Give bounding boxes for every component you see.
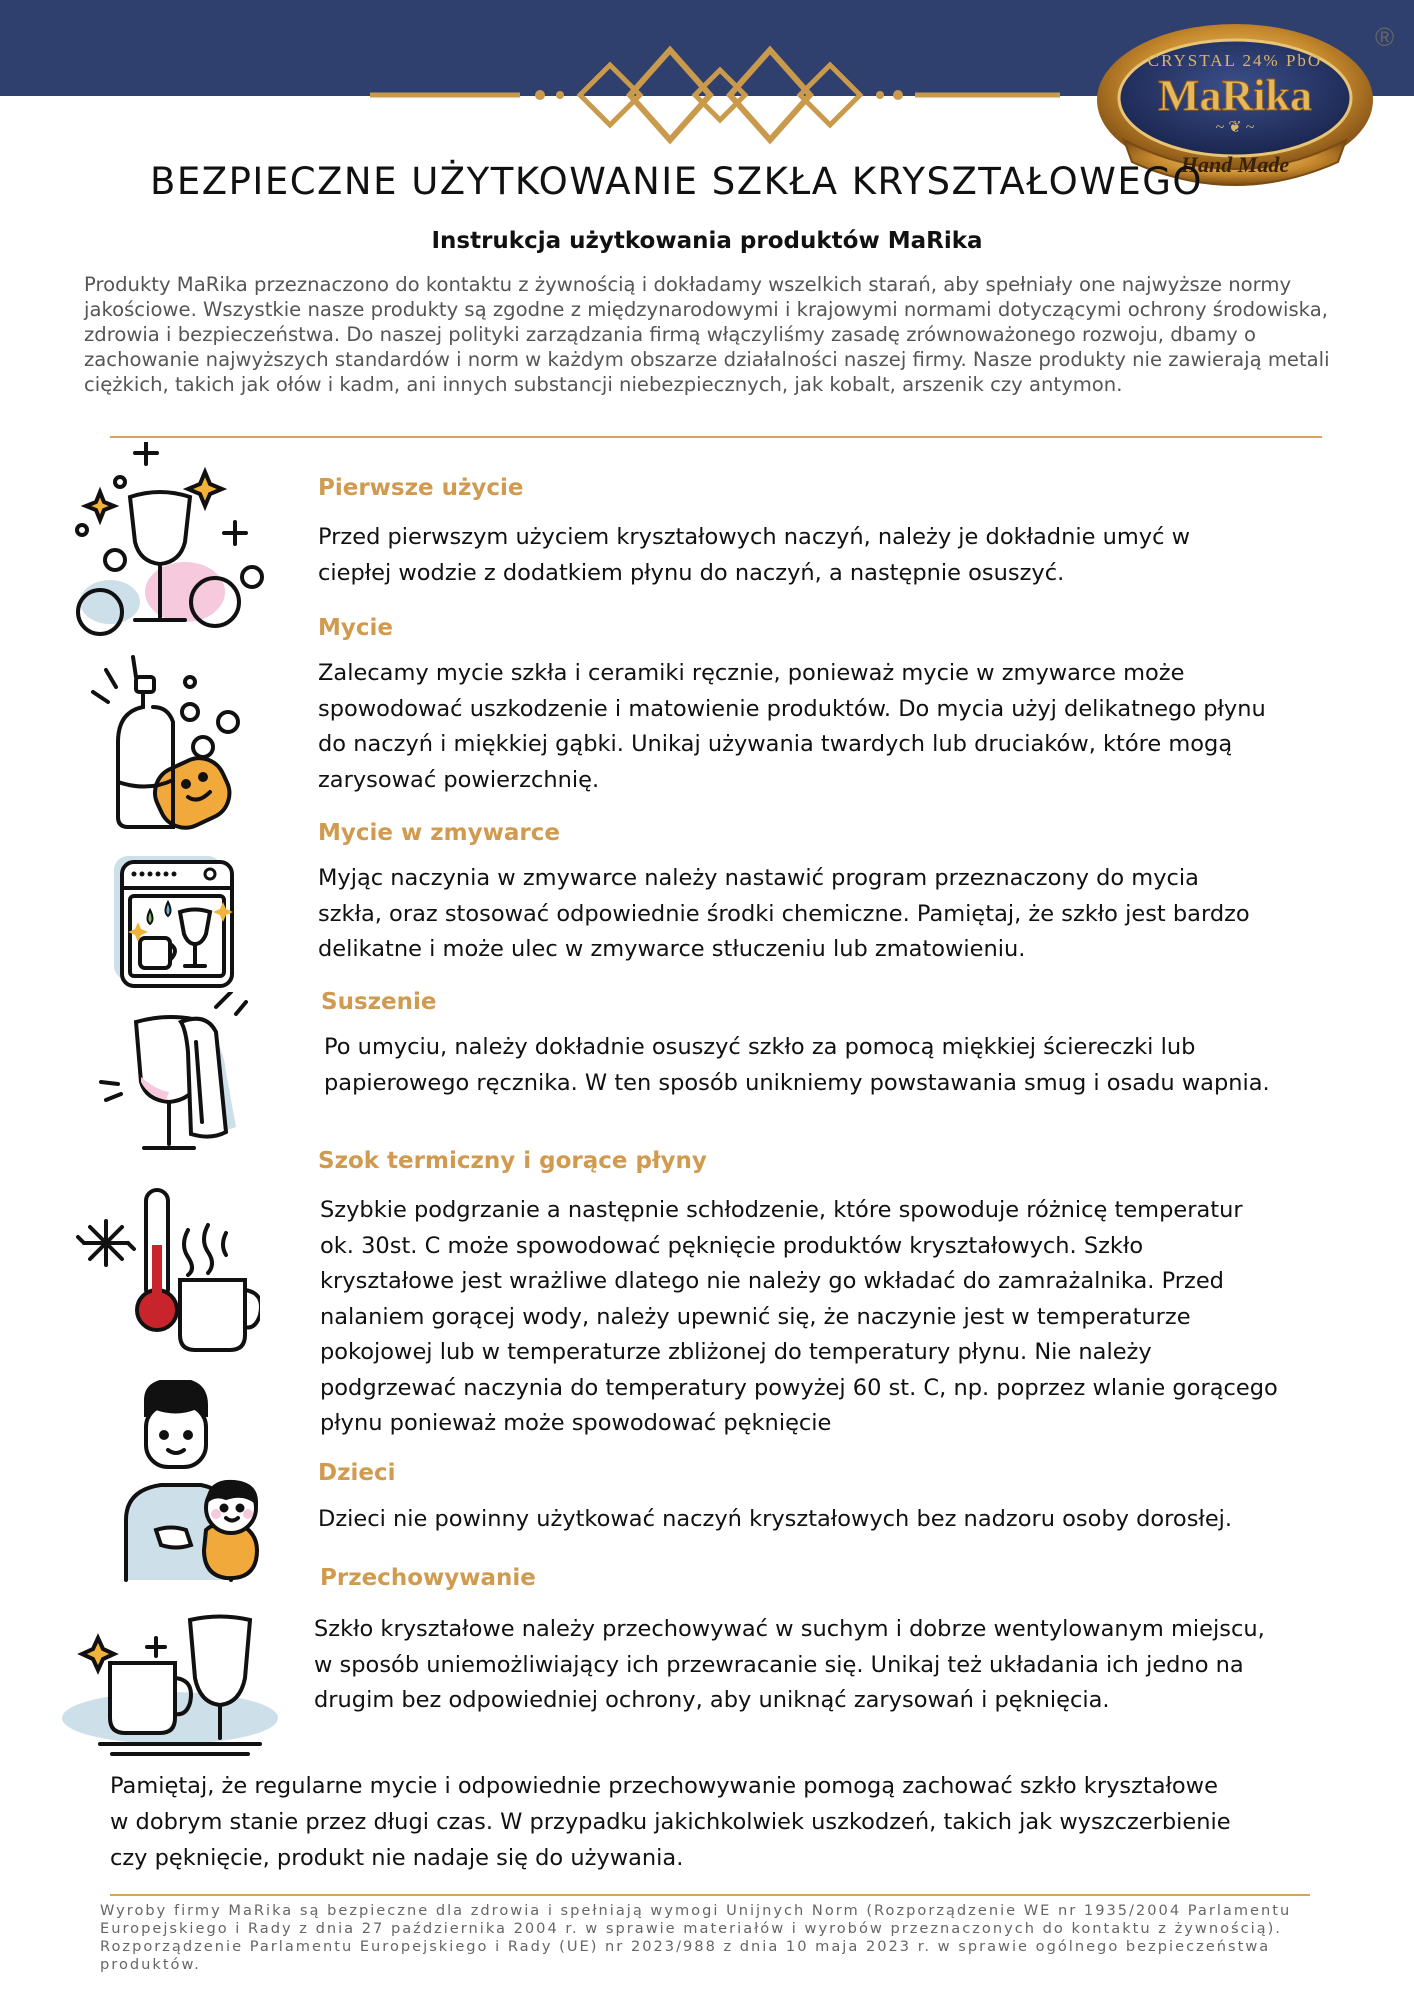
- section-text-washing: Zalecamy mycie szkła i ceramiki ręcznie, ponieważ mycie w zmywarce może spowodować uszkodzenie i matowienie produktów. Do mycia użyj delikatnego płynu do naczyń i miękkiej gąbki. Unikaj używania twardych lub druciaków, które mogą zarysować powierzchnię.: [318, 660, 1266, 793]
- section-text-first-use: Przed pierwszym użyciem kryształowych naczyń, należy je dokładnie umyć w ciepłej wodzie z dodatkiem płynu do naczyń, a następnie osuszyć.: [318, 524, 1191, 586]
- section-title-first-use: Pierwsze użycie: [318, 475, 524, 501]
- section-title-children: Dzieci: [318, 1460, 396, 1486]
- section-title-washing: Mycie: [318, 615, 393, 641]
- section-text-thermal-shock: Szybkie podgrzanie a następnie schłodzenie, które spowoduje różnicę temperatur ok. 30st. C może spowodować pęknięcie produktów kryształowych. Szkło kryształowe jest wrażliwe dlatego nie należy go wkładać do zamrażalnika. Przed nalaniem gorącej wody, należy upewnić się, że naczynie jest w temperaturze pokojowej lub w temperaturze zbliżonej do temperatury płynu. Nie należy podgrzewać naczynia do temperatury powyżej 60 st. C, np. poprzez wlanie gorącego płynu ponieważ może spowodować pęknięcie: [320, 1197, 1278, 1436]
- glass-towel-icon: [96, 992, 256, 1162]
- dishwasher-icon: [110, 852, 240, 992]
- glass-bubbles-icon: [70, 442, 270, 642]
- detergent-sponge-icon: [88, 652, 248, 852]
- section-text-storage: Szkło kryształowe należy przechowywać w suchym i dobrze wentylowanym miejscu, w sposób uniemożliwiający ich przewracanie się. Unikaj też układania ich jedno na drugim bez odpowiedniej ochrony, aby uniknąć zarysowań i pęknięcia.: [314, 1616, 1265, 1713]
- section-text-drying: Po umyciu, należy dokładnie osuszyć szkło za pomocą miękkiej ściereczki lub papierowego ręcznika. W ten sposób unikniemy powstawania smug i osadu wapnia.: [324, 1034, 1270, 1096]
- svg-text:MaRika: MaRika: [1158, 71, 1312, 120]
- section-title-dishwasher: Mycie w zmywarce: [318, 820, 560, 846]
- section-text-children: Dzieci nie powinny użytkować naczyń kryształowych bez nadzoru osoby dorosłej.: [318, 1506, 1233, 1532]
- closing-paragraph: Pamiętaj, że regularne mycie i odpowiednie przechowywanie pomogą zachować szkło kryształowe w dobrym stanie przez długi czas. W przypadku jakichkolwiek uszkodzeń, takich jak wyszczerbienie czy pęknięcie, produkt nie nadaje się do używania.: [110, 1773, 1231, 1871]
- parent-child-icon: [116, 1380, 276, 1590]
- section-title-thermal-shock: Szok termiczny i gorące płyny: [318, 1148, 707, 1174]
- diamond-ornament-icon: [370, 40, 1070, 150]
- mug-glass-shelf-icon: [60, 1608, 290, 1758]
- page-subtitle: Instrukcja użytkowania produktów MaRika: [431, 228, 983, 254]
- section-title-storage: Przechowywanie: [320, 1565, 536, 1591]
- section-text-dishwasher: Myjąc naczynia w zmywarce należy nastawić program przeznaczony do mycia szkła, oraz stosować odpowiednie środki chemiczne. Pamiętaj, że szkło jest bardzo delikatne i może ulec w zmywarce stłuczeniu lub zmatowieniu.: [318, 865, 1250, 962]
- registered-mark: ®: [1375, 22, 1395, 52]
- legal-footer: Wyroby firmy MaRika są bezpieczne dla zdrowia i spełniają wymogi Unijnych Norm (Rozporządzenie WE nr 1935/2004 Parlamentu Europejskiego i Rady z dnia 27 października 2004 r. w sprawie materiałów i wyrobów przeznaczonych do kontaktu z żywnością). Rozporządzenie Parlamentu Europejskiego i Rady (UE) nr 2023/988 z dnia 10 maja 2023 r. w sprawie ogólnego bezpieczeństwa produktów.: [100, 1902, 1292, 1973]
- page-title: BEZPIECZNE UŻYTKOWANIE SZKŁA KRYSZTAŁOWEGO: [150, 160, 1204, 203]
- intro-paragraph: Produkty MaRika przeznaczono do kontaktu z żywnością i dokładamy wszelkich starań, aby spełniały one najwyższe normy jakościowe. Wszystkie nasze produkty są zgodne z międzynarodowymi i krajowymi normami dotyczącymi ochrony środowiska, zdrowia i bezpieczeństwa. Do naszej polityki zarządzania firmą włączyliśmy zasadę zrównoważonego rozwoju, dbamy o zachowanie najwyższych standardów i norm w każdym obszarze działalności naszej firmy. Nasze produkty nie zawierają metali ciężkich, takich jak ołów i kadm, ani innych substancji niebezpiecznych, jak kobalt, arszenik czy antymon.: [84, 273, 1330, 396]
- section-title-drying: Suszenie: [321, 989, 437, 1015]
- svg-text:CRYSTAL 24% PbO: CRYSTAL 24% PbO: [1147, 51, 1323, 70]
- divider: [110, 436, 1322, 438]
- divider: [110, 1894, 1310, 1896]
- svg-text:~ ❦ ~: ~ ❦ ~: [1215, 119, 1255, 136]
- svg-text:Hand Made: Hand Made: [1180, 152, 1290, 177]
- thermometer-mug-icon: [70, 1185, 260, 1365]
